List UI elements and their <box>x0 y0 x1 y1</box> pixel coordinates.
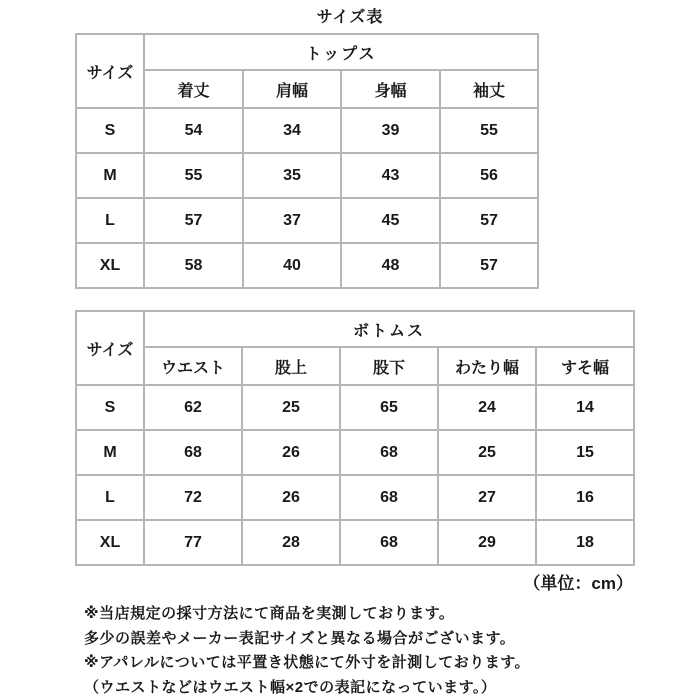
size-cell: L <box>76 475 144 520</box>
value-cell: 72 <box>144 475 242 520</box>
bottoms-column-header: 股下 <box>340 347 438 385</box>
size-cell: M <box>76 153 144 198</box>
table-row <box>76 520 634 565</box>
bottoms-size-header-cell: サイズ <box>76 311 144 385</box>
bottoms-column-header: わたり幅 <box>438 347 536 385</box>
bottoms-column-header: すそ幅 <box>536 347 634 385</box>
tops-column-header-row <box>76 70 538 108</box>
value-cell: 25 <box>438 430 536 475</box>
value-cell: 57 <box>440 198 538 243</box>
size-cell: XL <box>76 520 144 565</box>
notes <box>84 602 700 700</box>
table-row <box>76 153 538 198</box>
size-cell: XL <box>76 243 144 288</box>
size-cell: S <box>76 385 144 430</box>
table-row <box>76 243 538 288</box>
note-line: ※当店規定の採寸方法にて商品を実測しております。 <box>84 605 455 622</box>
note-line: ※アパレルについては平置き状態にて外寸を計測しております。 <box>84 654 531 671</box>
bottoms-group-header-cell: ボトムス <box>144 311 634 347</box>
value-cell: 56 <box>440 153 538 198</box>
note-line: 多少の誤差やメーカー表記サイズと異なる場合がございます。 <box>84 629 516 647</box>
value-cell: 68 <box>340 430 438 475</box>
value-cell: 43 <box>341 153 440 198</box>
tops-column-header: 身幅 <box>341 70 440 108</box>
value-cell: 25 <box>242 385 340 430</box>
table-row <box>76 108 538 153</box>
size-cell: L <box>76 198 144 243</box>
tops-column-header: 肩幅 <box>243 70 341 108</box>
value-cell: 37 <box>243 198 341 243</box>
table-row <box>76 430 634 475</box>
value-cell: 18 <box>536 520 634 565</box>
table-row <box>76 475 634 520</box>
value-cell: 65 <box>340 385 438 430</box>
value-cell: 28 <box>242 520 340 565</box>
value-cell: 68 <box>340 475 438 520</box>
bottoms-column-header-row <box>76 347 634 385</box>
value-cell: 34 <box>243 108 341 153</box>
value-cell: 39 <box>341 108 440 153</box>
bottoms-size-table <box>75 310 635 566</box>
value-cell: 14 <box>536 385 634 430</box>
value-cell: 62 <box>144 385 242 430</box>
tops-header-row <box>76 34 538 70</box>
value-cell: 54 <box>144 108 243 153</box>
value-cell: 15 <box>536 430 634 475</box>
value-cell: 26 <box>242 475 340 520</box>
value-cell: 27 <box>438 475 536 520</box>
tops-column-header: 袖丈 <box>440 70 538 108</box>
value-cell: 16 <box>536 475 634 520</box>
value-cell: 26 <box>242 430 340 475</box>
value-cell: 57 <box>440 243 538 288</box>
value-cell: 29 <box>438 520 536 565</box>
value-cell: 35 <box>243 153 341 198</box>
value-cell: 48 <box>341 243 440 288</box>
page-title: サイズ表 <box>316 9 384 26</box>
unit-label: （単位：cm） <box>523 574 633 593</box>
value-cell: 45 <box>341 198 440 243</box>
table-row <box>76 198 538 243</box>
value-cell: 24 <box>438 385 536 430</box>
size-cell: M <box>76 430 144 475</box>
bottoms-header-row <box>76 311 634 347</box>
size-cell: S <box>76 108 144 153</box>
note-line: （ウエストなどはウエスト幅×2での表記になっています。） <box>84 678 497 696</box>
value-cell: 55 <box>440 108 538 153</box>
value-cell: 57 <box>144 198 243 243</box>
tops-group-header-cell: トップス <box>144 34 538 70</box>
bottoms-column-header: ウエスト <box>144 347 242 385</box>
tops-size-header-cell: サイズ <box>76 34 144 108</box>
value-cell: 55 <box>144 153 243 198</box>
value-cell: 58 <box>144 243 243 288</box>
value-cell: 68 <box>144 430 242 475</box>
tops-column-header: 着丈 <box>144 70 243 108</box>
value-cell: 40 <box>243 243 341 288</box>
value-cell: 68 <box>340 520 438 565</box>
value-cell: 77 <box>144 520 242 565</box>
tops-size-table <box>75 33 539 289</box>
bottoms-column-header: 股上 <box>242 347 340 385</box>
table-row <box>76 385 634 430</box>
